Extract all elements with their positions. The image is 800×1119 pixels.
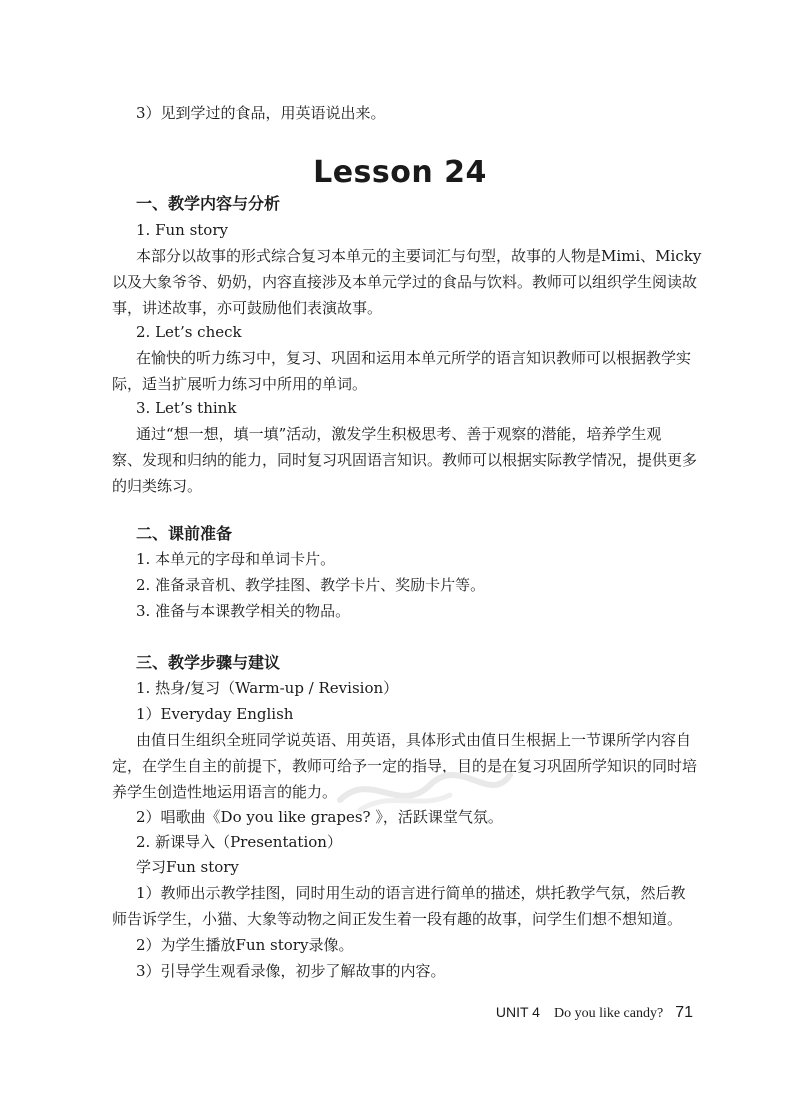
step-warm-up: 1. 热身/复习（Warm-up / Revision） [136,679,399,697]
fun-story-line-2: 以及大象爷爷、奶奶，内容直接涉及本单元学过的食品与饮料。教师可以组织学生阅读故 [112,273,698,291]
everyday-english-line-1: 由值日生组织全班同学说英语、用英语，具体形式由值日生根据上一节课所学内容自 [136,731,692,749]
fun-story-line-3: 事，讲述故事，亦可鼓励他们表演故事。 [112,299,383,317]
preparation-item-1: 1. 本单元的字母和单词卡片。 [136,550,336,568]
presentation-item-2: 2）为学生播放Fun story录像。 [136,936,354,954]
page-number: 71 [675,1004,693,1021]
presentation-item-3: 3）引导学生观看录像，初步了解故事的内容。 [136,962,446,980]
song-item: 2）唱歌曲《Do you like grapes? 》，活跃课堂气氛。 [136,808,503,826]
presentation-item-1-line-1: 1）教师出示教学挂图，同时用生动的语言进行简单的描述，烘托教学气氛，然后教 [136,884,686,902]
preparation-item-3: 3. 准备与本课教学相关的物品。 [136,602,351,620]
previous-item-text: 3）见到学过的食品，用英语说出来。 [136,104,386,122]
step-presentation: 2. 新课导入（Presentation） [136,833,342,851]
lets-think-line-2: 察、发现和归纳的能力，同时复习巩固语言知识。教师可以根据实际教学情况，提供更多 [112,451,698,469]
everyday-english-line-2: 定，在学生自主的前提下，教师可给予一定的指导，目的是在复习巩固所学知识的同时培 [112,757,698,775]
preparation-item-2: 2. 准备录音机、教学挂图、教学卡片、奖励卡片等。 [136,576,486,594]
footer-unit-title: Do you like candy? [553,1006,664,1021]
lets-think-label: 3. Let’s think [136,399,237,417]
page-footer [496,1004,693,1022]
section-heading-teaching-steps: 三、教学步骤与建议 [136,653,281,672]
lesson-title: Lesson 24 [313,155,487,190]
watermark-mark [330,760,520,820]
everyday-english-line-3: 养学生创造性地运用语言的能力。 [112,783,338,801]
lets-think-line-1: 通过“想一想，填一填”活动，激发学生积极思考、善于观察的潜能，培养学生观 [136,425,662,443]
lets-check-line-2: 际，适当扩展听力练习中所用的单词。 [112,375,368,393]
everyday-english-label: 1）Everyday English [136,705,294,723]
lets-think-line-3: 的归类练习。 [112,477,203,495]
lets-check-label: 2. Let’s check [136,323,242,341]
lets-check-line-1: 在愉快的听力练习中，复习、巩固和运用本单元所学的语言知识教师可以根据教学实 [136,349,692,367]
fun-story-label: 1. Fun story [136,221,228,239]
footer-unit: UNIT 4 [495,1004,540,1020]
presentation-item-1-line-2: 师告诉学生，小猫、大象等动物之间正发生着一段有趣的故事，问学生们想不想知道。 [112,910,683,928]
section-heading-content-analysis: 一、教学内容与分析 [136,194,281,213]
learn-fun-story: 学习Fun story [136,858,239,876]
fun-story-line-1: 本部分以故事的形式综合复习本单元的主要词汇与句型，故事的人物是Mimi、Micky [136,247,702,265]
section-heading-preparation: 二、课前准备 [136,524,233,543]
